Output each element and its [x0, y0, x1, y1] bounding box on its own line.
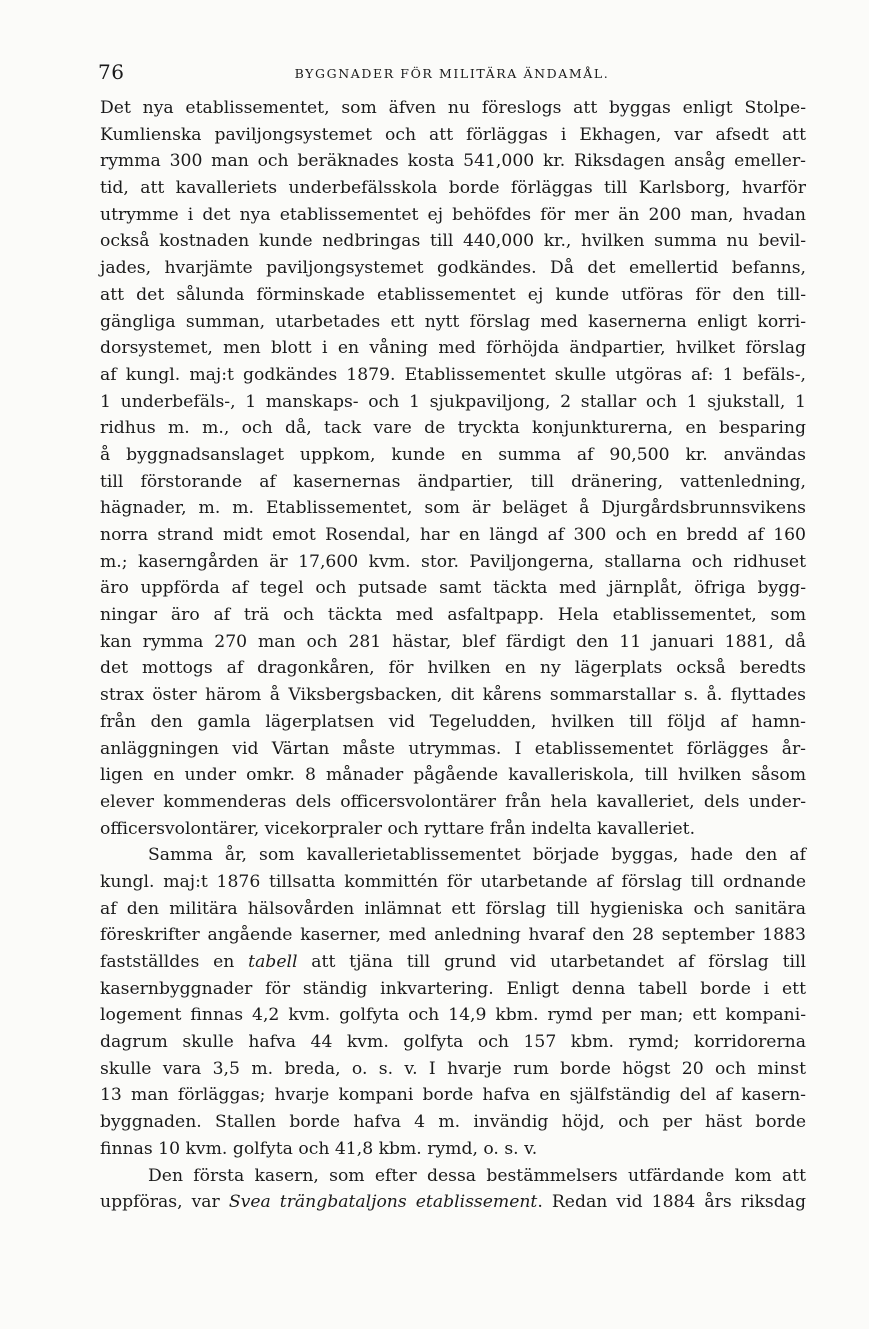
text-line: från den gamla lägerplatsen vid Tegeludden, hvilken till följd af hamn-: [100, 711, 806, 732]
text-line: äro uppförda af tegel och putsade samt täckta med järnplåt, öfriga bygg-: [100, 578, 806, 599]
text-line: strax öster härom å Viksbergsbacken, dit kårens sommarstallar s. å. flyttades: [100, 685, 806, 706]
text-line: fastställdes en tabell att tjäna till grund vid utarbetandet af förslag till: [100, 952, 806, 972]
text-line: till förstorande af kasernernas ändpartier, till dränering, vattenledning,: [100, 471, 806, 492]
text-line: dagrum skulle hafva 44 kvm. golfyta och 157 kbm. rymd; korridorerna: [100, 1032, 806, 1053]
text-line: norra strand midt emot Rosendal, har en längd af 300 och en bredd af 160: [100, 525, 806, 545]
text-line: å byggnadsanslaget uppkom, kunde en summa af 90,500 kr. användas: [100, 444, 806, 465]
text-line: logement finnas 4,2 kvm. golfyta och 14,9 kbm. rymd per man; ett kompani-: [100, 1005, 806, 1026]
text-line: hägnader, m. m. Etablissementet, som är beläget å Djurgårdsbrunnsvikens: [100, 498, 806, 519]
text-line: officersvolontärer, vicekorpraler och ryttare från indelta kavalleriet.: [100, 818, 696, 839]
italic-phrase: tabell: [248, 952, 298, 972]
text-line: rymma 300 man och beräknades kosta 541,000 kr. Riksdagen ansåg emeller-: [100, 151, 806, 172]
body-text: [100, 95, 806, 1216]
text-line: Den första kasern, som efter dessa bestämmelsers utfärdande kom att: [148, 1165, 806, 1186]
text-line: kan rymma 270 man och 281 hästar, blef färdigt den 11 januari 1881, då: [100, 631, 806, 652]
text-line: ligen en under omkr. 8 månader pågående kavalleriskola, till hvilken såsom: [100, 765, 806, 786]
text-line: också kostnaden kunde nedbringas till 440,000 kr., hvilken summa nu bevil-: [100, 231, 806, 252]
running-title: BYGGNADER FÖR MILITÄRA ÄNDAMÅL.: [294, 66, 610, 81]
text-line: gängliga summan, utarbetades ett nytt förslag med kasernerna enligt korri-: [100, 311, 806, 332]
text-line: byggnaden. Stallen borde hafva 4 m. invändig höjd, och per häst borde: [100, 1112, 806, 1133]
text-line: af kungl. maj:t godkändes 1879. Etablissementet skulle utgöras af: 1 befäls-,: [100, 364, 806, 385]
text-line: utrymme i det nya etablissementet ej behöfdes för mer än 200 man, hvadan: [100, 204, 806, 225]
page-header: [98, 54, 806, 86]
text-line: m.; kaserngården är 17,600 kvm. stor. Paviljongerna, stallarna och ridhuset: [100, 551, 806, 572]
text-line: Det nya etablissementet, som äfven nu föreslogs att byggas enligt Stolpe-: [100, 98, 806, 118]
text-line: jades, hvarjämte paviljongsystemet godkändes. Då det emellertid befanns,: [100, 258, 806, 279]
text-line: af den militära hälsovården inlämnat ett förslag till hygieniska och sanitära: [100, 898, 806, 919]
text-line: kungl. maj:t 1876 tillsatta kommittén för utarbetande af förslag till ordnande: [100, 871, 806, 892]
italic-phrase: Svea trängbataljons etablissement: [228, 1192, 538, 1213]
text-line: elever kommenderas dels officersvolontärer från hela kavalleriet, dels under-: [100, 791, 806, 812]
text-line: uppföras, var Svea trängbataljons etablissement. Redan vid 1884 års riksdag: [100, 1192, 806, 1213]
text-line: 13 man förläggas; hvarje kompani borde hafva en själfständig del af kasern-: [100, 1085, 806, 1106]
text-line: kasernbyggnader för ständig inkvartering. Enligt denna tabell borde i ett: [100, 978, 806, 999]
text-line: anläggningen vid Värtan måste utrymmas. I etablissementet förlägges år-: [100, 738, 806, 759]
text-line: 1 underbefäls-, 1 manskaps- och 1 sjukpaviljong, 2 stallar och 1 sjukstall, 1: [100, 391, 806, 412]
text-line: ridhus m. m., och då, tack vare de tryckta konjunkturerna, en besparing: [100, 418, 806, 439]
text-line: Samma år, som kavallerietablissementet började byggas, hade den af: [148, 845, 806, 866]
text-line: det mottogs af dragonkåren, för hvilken en ny lägerplats också beredts: [100, 658, 806, 679]
text-line: dorsystemet, men blott i en våning med förhöjda ändpartier, hvilket förslag: [100, 338, 806, 359]
text-line: att det sålunda förminskade etablissementet ej kunde utföras för den till-: [100, 284, 806, 305]
page-number: 76: [98, 60, 125, 84]
text-line: finnas 10 kvm. golfyta och 41,8 kbm. rymd, o. s. v.: [100, 1138, 538, 1159]
text-line: skulle vara 3,5 m. breda, o. s. v. I hvarje rum borde högst 20 och minst: [100, 1058, 806, 1079]
text-line: ningar äro af trä och täckta med asfaltpapp. Hela etablissementet, som: [100, 605, 806, 626]
text-line: Kumlienska paviljongsystemet och att förläggas i Ekhagen, var afsedt att: [100, 124, 806, 145]
text-line: tid, att kavalleriets underbefälsskola borde förläggas till Karlsborg, hvarför: [100, 178, 806, 199]
text-line: föreskrifter angående kaserner, med anledning hvaraf den 28 september 1883: [100, 925, 806, 946]
